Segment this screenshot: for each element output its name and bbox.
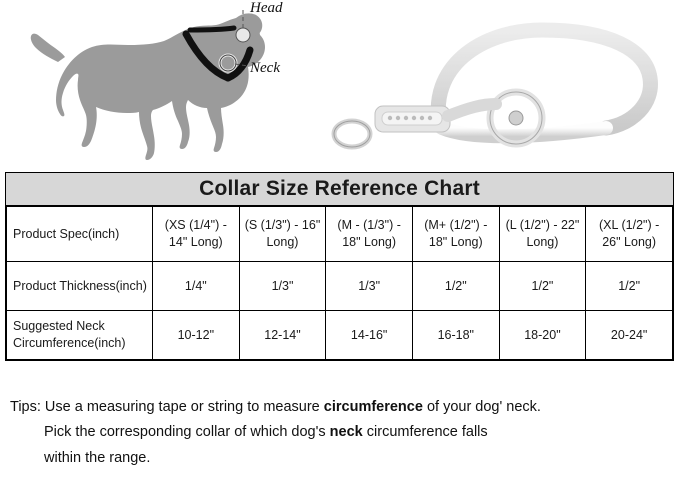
tips-line1-part1: Tips: Use a measuring tape or string to measure	[10, 399, 324, 415]
collar-product-image	[320, 8, 670, 168]
cell-neck-l: 18-20"	[499, 311, 586, 360]
sizes-table	[6, 206, 673, 360]
cell-spec-m: (M - (1/3") - 18" Long)	[326, 207, 413, 262]
neck-label: Neck	[250, 60, 280, 76]
cell-thickness-l: 1/2"	[499, 262, 586, 311]
dog-illustration	[22, 0, 312, 172]
chart-title: Collar Size Reference Chart	[6, 173, 673, 206]
cell-thickness-xl: 1/2"	[586, 262, 673, 311]
cell-thickness-xs: 1/4"	[153, 262, 240, 311]
cell-neck-m: 14-16"	[326, 311, 413, 360]
table-row	[7, 262, 673, 311]
row-header-neck-circumference: Suggested Neck Circumference(inch)	[7, 311, 153, 360]
cell-thickness-mplus: 1/2"	[412, 262, 499, 311]
cell-spec-s: (S (1/3") - 16" Long)	[239, 207, 326, 262]
cell-thickness-m: 1/3"	[326, 262, 413, 311]
row-header-thickness: Product Thickness(inch)	[7, 262, 153, 311]
tips-line2-part2: circumference falls	[362, 424, 488, 441]
size-chart-table	[5, 172, 674, 361]
tips-line2	[10, 420, 670, 445]
cell-thickness-s: 1/3"	[239, 262, 326, 311]
table-row	[7, 311, 673, 360]
cell-neck-s: 12-14"	[239, 311, 326, 360]
row-header-product-spec: Product Spec(inch)	[7, 207, 153, 262]
cell-neck-xs: 10-12"	[153, 311, 240, 360]
cell-neck-mplus: 16-18"	[412, 311, 499, 360]
illustration-area	[0, 0, 679, 172]
cell-neck-xl: 20-24"	[586, 311, 673, 360]
tips-line1-emphasis: circumference	[323, 399, 423, 415]
tips-block	[10, 395, 670, 471]
tips-line2-emphasis: neck	[329, 424, 363, 441]
table-row	[7, 207, 673, 262]
tips-line1-part2: of your dog' neck.	[422, 399, 541, 415]
head-label: Head	[250, 0, 283, 16]
cell-spec-mplus: (M+ (1/2") - 18" Long)	[412, 207, 499, 262]
cell-spec-xl: (XL (1/2") - 26" Long)	[586, 207, 673, 262]
tips-line2-part1: Pick the corresponding collar of which dog's	[44, 424, 330, 441]
cell-spec-xs: (XS (1/4") - 14" Long)	[153, 207, 240, 262]
cell-spec-l: (L (1/2") - 22" Long)	[499, 207, 586, 262]
tips-line3: within the range.	[44, 449, 151, 466]
